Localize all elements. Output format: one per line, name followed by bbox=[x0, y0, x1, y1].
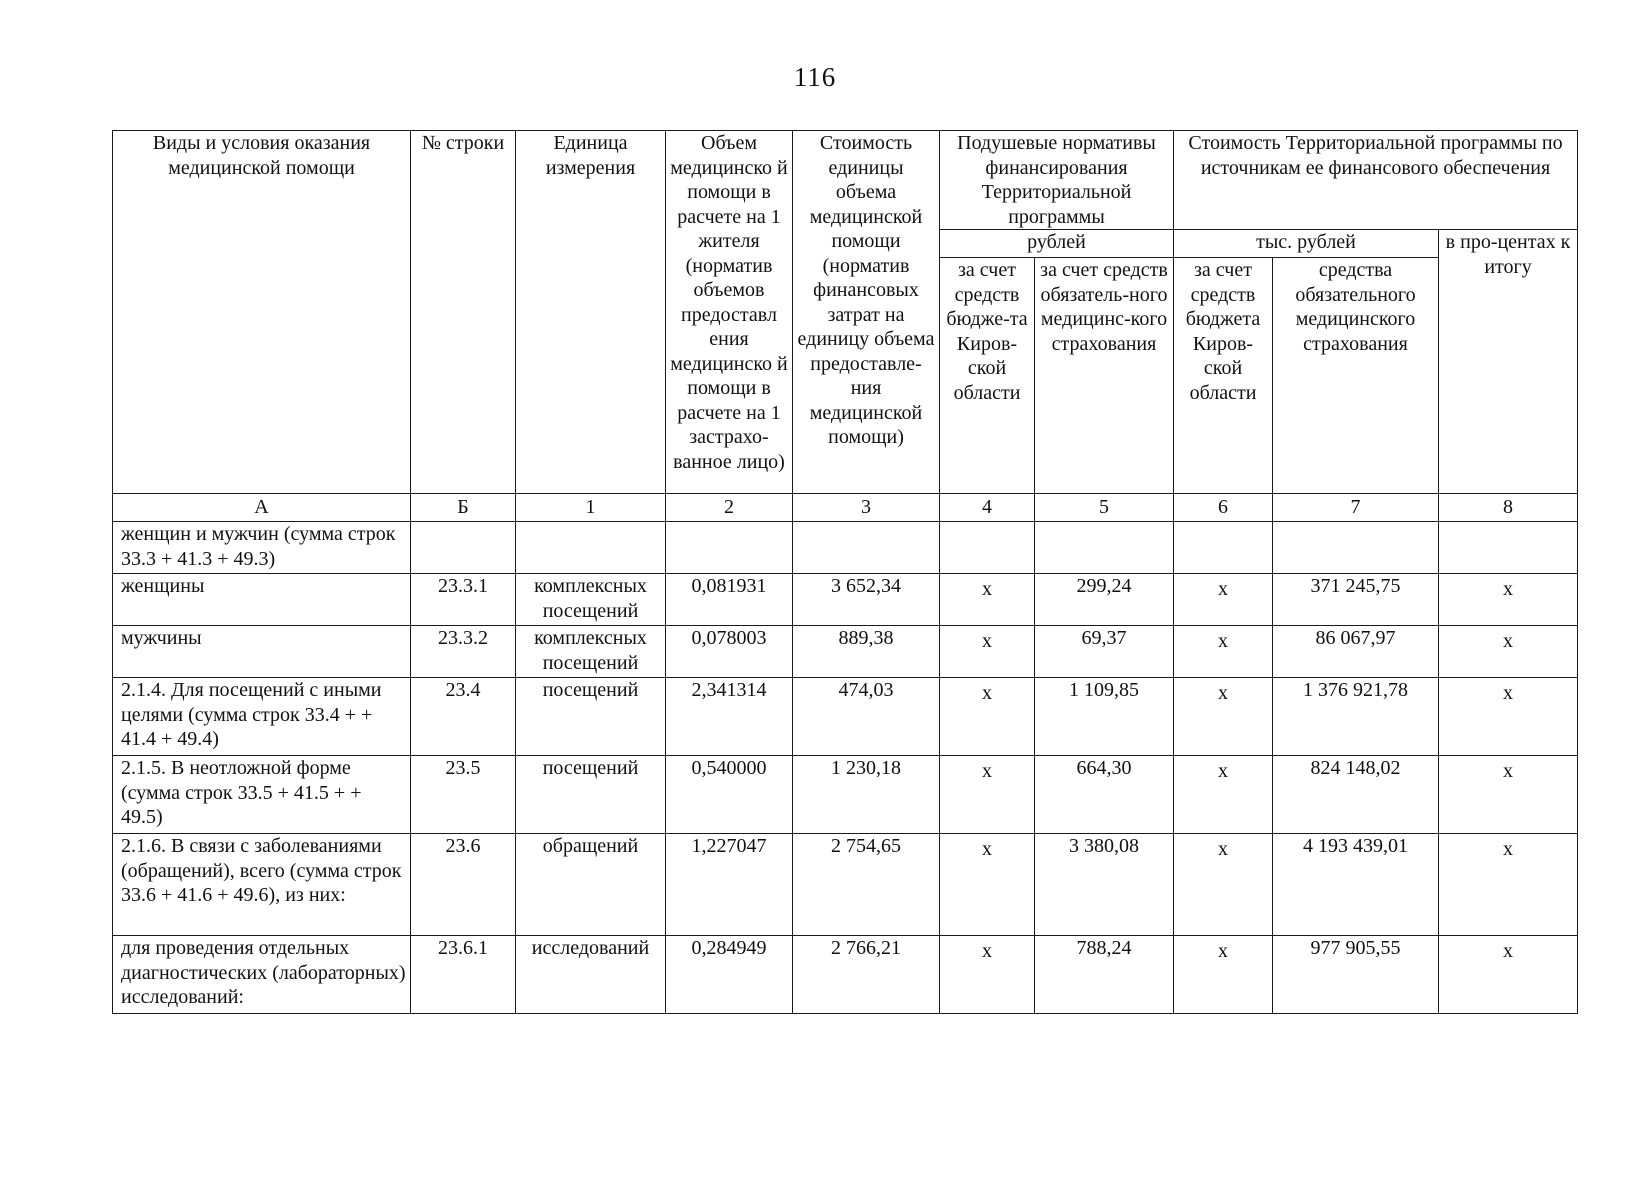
x-mark: х bbox=[1503, 578, 1513, 600]
row-number: 23.6 bbox=[411, 834, 516, 936]
page-number: 116 bbox=[793, 62, 837, 92]
row-number bbox=[411, 522, 516, 574]
row-cost bbox=[793, 522, 940, 574]
x-mark: х bbox=[1218, 940, 1228, 962]
header-budget-rub: за счет средств бюдже-та Киров-ской области bbox=[940, 258, 1035, 494]
header-budget-thousand: за счет средств бюджета Киров-ской области bbox=[1174, 258, 1273, 494]
x-mark: х bbox=[1218, 760, 1228, 782]
row-col-4 bbox=[940, 756, 1035, 834]
row-cost: 1 230,18 bbox=[793, 756, 940, 834]
row-cost: 3 652,34 bbox=[793, 574, 940, 626]
row-number: 23.6.1 bbox=[411, 936, 516, 1014]
row-volume bbox=[666, 522, 793, 574]
row-col-7 bbox=[1273, 522, 1439, 574]
row-name: 2.1.4. Для посещений с иными целями (сумма строк 33.4 + + 41.4 + 49.4) bbox=[113, 678, 411, 756]
column-index: 7 bbox=[1273, 494, 1439, 522]
row-col-5: 299,24 bbox=[1035, 574, 1174, 626]
header-volume: Объем медицинско й помощи в расчете на 1 жителя (норматив объемов предоставл ения медицинско й помощи в расчете на 1 застрахо-ванное лицо) bbox=[666, 131, 793, 494]
x-mark: х bbox=[1218, 682, 1228, 704]
column-index: 2 bbox=[666, 494, 793, 522]
x-mark: х bbox=[1503, 838, 1513, 860]
row-col-8 bbox=[1439, 834, 1578, 936]
row-volume: 0,078003 bbox=[666, 626, 793, 678]
x-mark: х bbox=[1503, 682, 1513, 704]
row-cost: 2 766,21 bbox=[793, 936, 940, 1014]
column-index: 3 bbox=[793, 494, 940, 522]
row-col-6 bbox=[1174, 522, 1273, 574]
row-col-5 bbox=[1035, 522, 1174, 574]
row-col-5: 1 109,85 bbox=[1035, 678, 1174, 756]
column-index: 1 bbox=[516, 494, 666, 522]
row-col-6 bbox=[1174, 834, 1273, 936]
row-name: мужчины bbox=[113, 626, 411, 678]
row-cost: 889,38 bbox=[793, 626, 940, 678]
column-index-row bbox=[113, 494, 1578, 522]
row-name: 2.1.5. В неотложной форме (сумма строк 33.5 + 41.5 + + 49.5) bbox=[113, 756, 411, 834]
row-number: 23.3.1 bbox=[411, 574, 516, 626]
header-unit: Единица измерения bbox=[516, 131, 666, 494]
x-mark: х bbox=[982, 578, 992, 600]
row-volume: 2,341314 bbox=[666, 678, 793, 756]
row-number: 23.4 bbox=[411, 678, 516, 756]
header-thousand-rubles: тыс. рублей bbox=[1174, 230, 1439, 258]
x-mark: х bbox=[1218, 838, 1228, 860]
row-col-6 bbox=[1174, 756, 1273, 834]
table-row bbox=[113, 834, 1578, 936]
column-index: 6 bbox=[1174, 494, 1273, 522]
row-col-8 bbox=[1439, 756, 1578, 834]
row-col-6 bbox=[1174, 626, 1273, 678]
row-col-7: 86 067,97 bbox=[1273, 626, 1439, 678]
row-volume: 0,081931 bbox=[666, 574, 793, 626]
header-percent: в про-центах к итогу bbox=[1439, 230, 1578, 494]
financing-table bbox=[112, 130, 1578, 1014]
column-index: 8 bbox=[1439, 494, 1578, 522]
row-number: 23.3.2 bbox=[411, 626, 516, 678]
row-col-4 bbox=[940, 626, 1035, 678]
row-volume: 1,227047 bbox=[666, 834, 793, 936]
row-col-4 bbox=[940, 936, 1035, 1014]
header-oms-thousand: средства обязательного медицинского страхования bbox=[1273, 258, 1439, 494]
row-volume: 0,540000 bbox=[666, 756, 793, 834]
row-col-5: 664,30 bbox=[1035, 756, 1174, 834]
x-mark: х bbox=[1503, 760, 1513, 782]
row-volume: 0,284949 bbox=[666, 936, 793, 1014]
row-unit: комплексных посещений bbox=[516, 626, 666, 678]
row-col-8 bbox=[1439, 936, 1578, 1014]
row-unit: посещений bbox=[516, 678, 666, 756]
row-unit bbox=[516, 522, 666, 574]
x-mark: х bbox=[1503, 630, 1513, 652]
row-col-4 bbox=[940, 522, 1035, 574]
row-col-8 bbox=[1439, 574, 1578, 626]
row-unit: комплексных посещений bbox=[516, 574, 666, 626]
row-cost: 2 754,65 bbox=[793, 834, 940, 936]
x-mark: х bbox=[1503, 940, 1513, 962]
table-row bbox=[113, 626, 1578, 678]
x-mark: х bbox=[982, 940, 992, 962]
row-col-7: 824 148,02 bbox=[1273, 756, 1439, 834]
row-unit: посещений bbox=[516, 756, 666, 834]
header-cost: Стоимость единицы объема медицинской помощи (норматив финансовых затрат на единицу объема предоставле-ния медицинской помощи) bbox=[793, 131, 940, 494]
table-row bbox=[113, 574, 1578, 626]
row-col-8 bbox=[1439, 626, 1578, 678]
x-mark: х bbox=[982, 760, 992, 782]
row-col-5: 69,37 bbox=[1035, 626, 1174, 678]
row-col-7: 1 376 921,78 bbox=[1273, 678, 1439, 756]
row-col-6 bbox=[1174, 574, 1273, 626]
table-row bbox=[113, 678, 1578, 756]
table-row bbox=[113, 936, 1578, 1014]
column-index: 4 bbox=[940, 494, 1035, 522]
x-mark: х bbox=[1218, 578, 1228, 600]
row-name: женщин и мужчин (сумма строк 33.3 + 41.3 + 49.3) bbox=[113, 522, 411, 574]
row-name: женщины bbox=[113, 574, 411, 626]
row-col-4 bbox=[940, 574, 1035, 626]
row-cost: 474,03 bbox=[793, 678, 940, 756]
column-index: 5 bbox=[1035, 494, 1174, 522]
header-row-1 bbox=[113, 131, 1578, 230]
row-col-7: 977 905,55 bbox=[1273, 936, 1439, 1014]
header-oms-rub: за счет средств обязатель-ного медицинс-кого страхования bbox=[1035, 258, 1174, 494]
row-col-8 bbox=[1439, 678, 1578, 756]
row-col-5: 3 380,08 bbox=[1035, 834, 1174, 936]
table-row bbox=[113, 522, 1578, 574]
header-rubles: рублей bbox=[940, 230, 1174, 258]
row-col-7: 4 193 439,01 bbox=[1273, 834, 1439, 936]
row-number: 23.5 bbox=[411, 756, 516, 834]
header-kinds: Виды и условия оказания медицинской помощи bbox=[113, 131, 411, 494]
row-col-5: 788,24 bbox=[1035, 936, 1174, 1014]
x-mark: х bbox=[982, 682, 992, 704]
table-row bbox=[113, 756, 1578, 834]
x-mark: х bbox=[982, 630, 992, 652]
row-col-6 bbox=[1174, 936, 1273, 1014]
row-col-8 bbox=[1439, 522, 1578, 574]
x-mark: х bbox=[982, 838, 992, 860]
column-index: А bbox=[113, 494, 411, 522]
row-col-6 bbox=[1174, 678, 1273, 756]
row-col-4 bbox=[940, 678, 1035, 756]
x-mark: х bbox=[1218, 630, 1228, 652]
column-index: Б bbox=[411, 494, 516, 522]
row-name: для проведения отдельных диагностических (лабораторных) исследований: bbox=[113, 936, 411, 1014]
row-unit: исследований bbox=[516, 936, 666, 1014]
row-col-4 bbox=[940, 834, 1035, 936]
row-unit: обращений bbox=[516, 834, 666, 936]
row-name: 2.1.6. В связи с заболеваниями (обращений), всего (сумма строк 33.6 + 41.6 + 49.6), из них: bbox=[113, 834, 411, 936]
header-program-cost: Стоимость Территориальной программы по источникам ее финансового обеспечения bbox=[1174, 131, 1578, 230]
header-row-no: № строки bbox=[411, 131, 516, 494]
row-col-7: 371 245,75 bbox=[1273, 574, 1439, 626]
header-per-capita: Подушевые нормативы финансирования Территориальной программы bbox=[940, 131, 1174, 230]
